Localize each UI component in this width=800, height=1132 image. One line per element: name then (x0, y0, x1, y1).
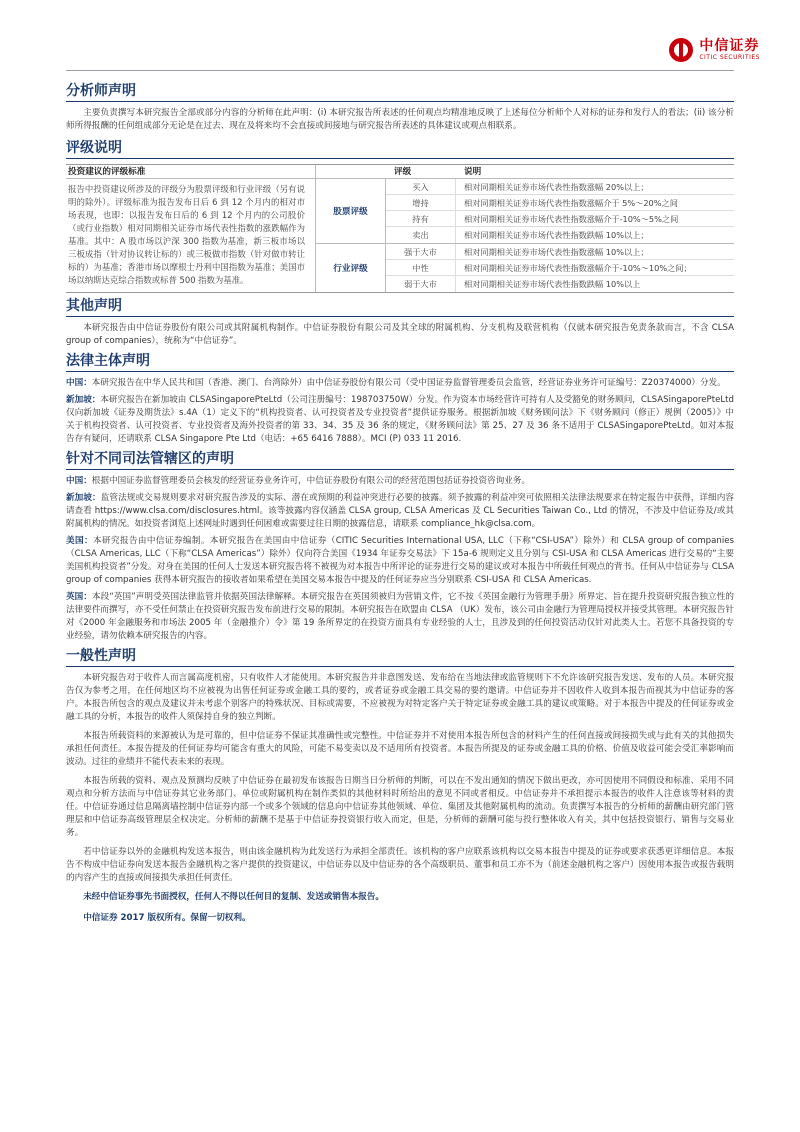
citic-logo-icon (669, 38, 693, 62)
analyst-paragraph: 主要负责撰写本研究报告全部或部分内容的分析师在此声明：(i) 本研究报告所表述的任何观点均精准地反映了上述每位分析师个人对标的证券和发行人的看法；(ii) 该分析师所得报酬的任何组成部分无论是在过去、现在及将来均不会直接或间接地与研究报告所表述的具体建议或观点相联系。 (66, 108, 734, 131)
table-row: 中性 相对同期相关证券市场代表性指数涨幅介于-10%～10%之间； (386, 260, 734, 276)
jurisdiction-us: 美国：本研究报告由中信证券编制。本研究报告在美国由中信证券（CITIC Securities International USA, LLC（下称“CSI-USA”）除外）和 CLSA group of companies（CLSA Americas, LLC（下称“CLSA Americas”）除外）仅向符合美国《1934 年证券交易法》下 15a-6 规则定义且分别与 CSI-USA 和 CLSA Americas 进行交易的“主要美国机构投资者”分发。对身在美国的任何人士发送本研究报告将不被视为对本报告中所评论的证券进行交易的建议或对本报告中所载任何观点的背书。任何从中信证券与 CLSA group of companies 获得本研究报告的接收者如果希望在美国交易本报告中提及的任何证券应当分别联系 CSI-USA 和 CLSA Americas. (66, 536, 734, 585)
stock-rating-group (316, 179, 734, 244)
section-divider (66, 469, 734, 470)
section-title-jurisdiction: 针对不同司法管辖区的声明 (66, 451, 234, 467)
rating-grid (316, 165, 734, 292)
industry-rating-label: 行业评级 (316, 244, 386, 292)
section-divider (66, 158, 734, 159)
document-body (66, 82, 734, 925)
rating-criteria (66, 165, 316, 292)
header-divider (66, 70, 734, 71)
section-title-other: 其他声明 (66, 298, 122, 314)
rating-criteria-heading: 投资建议的评级标准 (66, 165, 315, 179)
section-divider (66, 371, 734, 372)
legal-china: 中国：本研究报告在中华人民共和国（香港、澳门、台湾除外）由中信证券股份有限公司（受中国证券监督管理委员会监管，经营证券业务许可证编号：Z20374000）分发。 (66, 378, 726, 388)
table-row: 弱于大市 相对同期相关证券市场代表性指数跌幅 10%以上 (386, 276, 734, 292)
stock-rating-label: 股票评级 (316, 179, 386, 243)
general-paragraph-3: 本报告所载的资料、观点及预测均反映了中信证券在最初发布该报告日期当日分析师的判断，可以在不发出通知的情况下做出更改，亦可因使用不同假设和标准、采用不同观点和分析方法而与中信证券其它业务部门、单位或附属机构在制作类似的其他材料时所给出的意见不同或者相反。中信证券并不承担提示本报告的收件人注意该等材料的责任。中信证券通过信息隔离墙控制中信证券内部一个或多个领域的信息向中信证券其他领域、单位、集团及其他附属机构的流动。负责撰写本报告的分析师的薪酬由研究部门管理层和中信证券高级管理层全权决定。分析师的薪酬不是基于中信证券投资银行收入而定，但是，分析师的薪酬可能与投行整体收入有关，其中包括投资银行、销售与交易业务。 (66, 776, 734, 838)
jurisdiction-uk: 英国：本段“英国”声明受英国法律监管并依据英国法律解释。本研究报告在英国须被归为营销文件，它不按《英国金融行为管理手册》所界定、旨在提升投资研究报告独立性的法律要件而撰写，亦不受任何禁止在投资研究报告发布前进行交易的限制。本研究报告在欧盟由 CLSA （UK）发布，该公司由金融行为管理局授权并接受其管理。本研究报告针对《2000 年金融服务和市场法 2005 年（金融推介）令》第 19 条所界定的在投资方面具有专业经验的人士，且涉及到的任何投资活动仅针对此类人士。若您不具备投资的专业经验，请勿依赖本研究报告的内容。 (66, 592, 734, 641)
general-paragraph-1: 本研究报告对于收件人而言属高度机密，只有收件人才能使用。本研究报告并非意图发送、发布给在当地法律或监管规则下不允许该研究报告发送、发布的人员。本研究报告仅为参考之用，在任何地区均不应被视为出售任何证券或金融工具的要约，或者证券或金融工具交易的要约邀请。中信证券并不因收件人收到本报告而视其为中信证券的客户。本报告所包含的观点及建议并未考虑个别客户的特殊状况、目标或需要，不应被视为对特定客户关于特定证券或金融工具的建议或策略。对于本报告中提及的任何证券或金融工具的分析，本报告的收件人须保持自身的独立判断。 (66, 673, 734, 722)
copyright-notice: 中信证券 2017 版权所有。保留一切权利。 (83, 913, 251, 923)
closing-statements (66, 891, 734, 925)
brand-logo (669, 38, 760, 62)
other-paragraph: 本研究报告由中信证券股份有限公司或其附属机构制作。中信证券股份有限公司及其全球的附属机构、分支机构及联营机构（仅就本研究报告免责条款而言，不含 CLSA group of companies），统称为“中信证券”。 (66, 323, 734, 346)
table-row: 强于大市 相对同期相关证券市场代表性指数涨幅 10%以上； (386, 244, 734, 260)
section-divider (66, 101, 734, 102)
page-header (0, 0, 800, 70)
section-divider (66, 666, 734, 667)
table-row: 卖出 相对同期相关证券市场代表性指数跌幅 10%以上； (386, 227, 734, 243)
legal-singapore: 新加坡：本研究报告在新加坡由 CLSASingaporePteLtd（公司注册编号：198703750W）分发。作为资本市场经营许可持有人及受豁免的财务顾问，CLSASingaporePteLtd 仅向新加坡《证券及期货法》s.4A（1）定义下的“机构投资者、认可投资者及专业投资者”提供证券服务。根据新加坡《财务顾问法》下《财务顾问（修正）规例（2005）》中关于机构投资者、认可投资者、专业投资者及海外投资者的第 33、34、35 及 36 条的规定，《财务顾问法》第 25、27 及 36 条不适用于 CLSASingaporePteLtd。如对本报告存有疑问，还请联系 CLSA Singapore Pte Ltd（电话：+65 6416 7888）。MCI (P) 033 11 2016. (66, 395, 734, 444)
table-row: 增持 相对同期相关证券市场代表性指数涨幅介于 5%～20%之间 (386, 195, 734, 211)
col-rating: 评级 (394, 167, 412, 177)
section-divider (66, 316, 734, 317)
table-row: 持有 相对同期相关证券市场代表性指数涨幅介于-10%～5%之间 (386, 211, 734, 227)
general-paragraph-2: 本报告所载资料的来源被认为是可靠的，但中信证券不保证其准确性或完整性。中信证券并不对使用本报告所包含的材料产生的任何直接或间接损失或与此有关的其他损失承担任何责任。本报告提及的任何证券均可能含有重大的风险，可能不易变卖以及不适用所有投资者。本报告所提及的证券或金融工具的价格、价值及收益可能会受汇率影响而波动。过往的业绩并不能代表未来的表现。 (66, 731, 734, 767)
section-title-legal: 法律主体声明 (66, 353, 150, 369)
section-title-rating: 评级说明 (66, 140, 122, 156)
rating-criteria-text: 报告中投资建议所涉及的评级分为股票评级和行业评级（另有说明的除外）。评级标准为报告发布日后 6 到 12 个月内的相对市场表现，也即：以报告发布日后的 6 到 12 个月内的公司股价（或行业指数）相对同期相关证券市场代表性指数的涨跌幅作为基准。其中：A 股市场以沪深 300 指数为基准，新三板市场以三板成指（针对协议转让标的）或三板做市指数（针对做市转让标的）为基准；香港市场以摩根士丹利中国指数为基准；美国市场以纳斯达克综合指数或标普 500 指数为基准。 (68, 184, 305, 285)
brand-name-en: CITIC SECURITIES (699, 53, 760, 61)
col-description: 说明 (464, 167, 482, 177)
section-title-general: 一般性声明 (66, 648, 136, 664)
section-title-analyst: 分析师声明 (66, 83, 136, 99)
table-row: 买入 相对同期相关证券市场代表性指数涨幅 20%以上； (386, 179, 734, 195)
industry-rating-group (316, 244, 734, 292)
rating-table (66, 164, 734, 293)
jurisdiction-singapore: 新加坡：监管法规或交易规则要求对研究报告涉及的实际、潜在或预期的利益冲突进行必要的披露。须予披露的利益冲突可依照相关法律法规要求在特定报告中获得，详细内容请查看 https://www.clsa.com/disclosures.html。该等披露内容仅涵盖 CLSA group, CLSA Americas 及 CL Securities Taiwan Co., Ltd 的情况，不涉及中信证券及/或其附属机构的情况。如投资者浏览上述网址时遇到任何困难或需要过往日期的披露信息，请联系 compliance_hk@clsa.com。 (66, 493, 734, 529)
copyright-restriction: 未经中信证券事先书面授权，任何人不得以任何目的复制、发送或销售本报告。 (83, 892, 384, 902)
general-paragraph-4: 若中信证券以外的金融机构发送本报告，则由该金融机构为此发送行为承担全部责任。该机构的客户应联系该机构以交易本报告中提及的证券或要求获悉更详细信息。本报告不构成中信证券向发送本报告金融机构之客户提供的投资建议，中信证券以及中信证券的各个高级职员、董事和员工亦不为（前述金融机构之客户）因使用本报告或报告载明的内容产生的直接或间接损失承担任何责任。 (66, 847, 734, 883)
rating-grid-header (316, 165, 734, 179)
jurisdiction-china: 中国：根据中国证券监督管理委员会核发的经营证券业务许可，中信证券股份有限公司的经营范围包括证券投资咨询业务。 (66, 476, 531, 486)
brand-name-cn: 中信证券 (699, 37, 760, 54)
